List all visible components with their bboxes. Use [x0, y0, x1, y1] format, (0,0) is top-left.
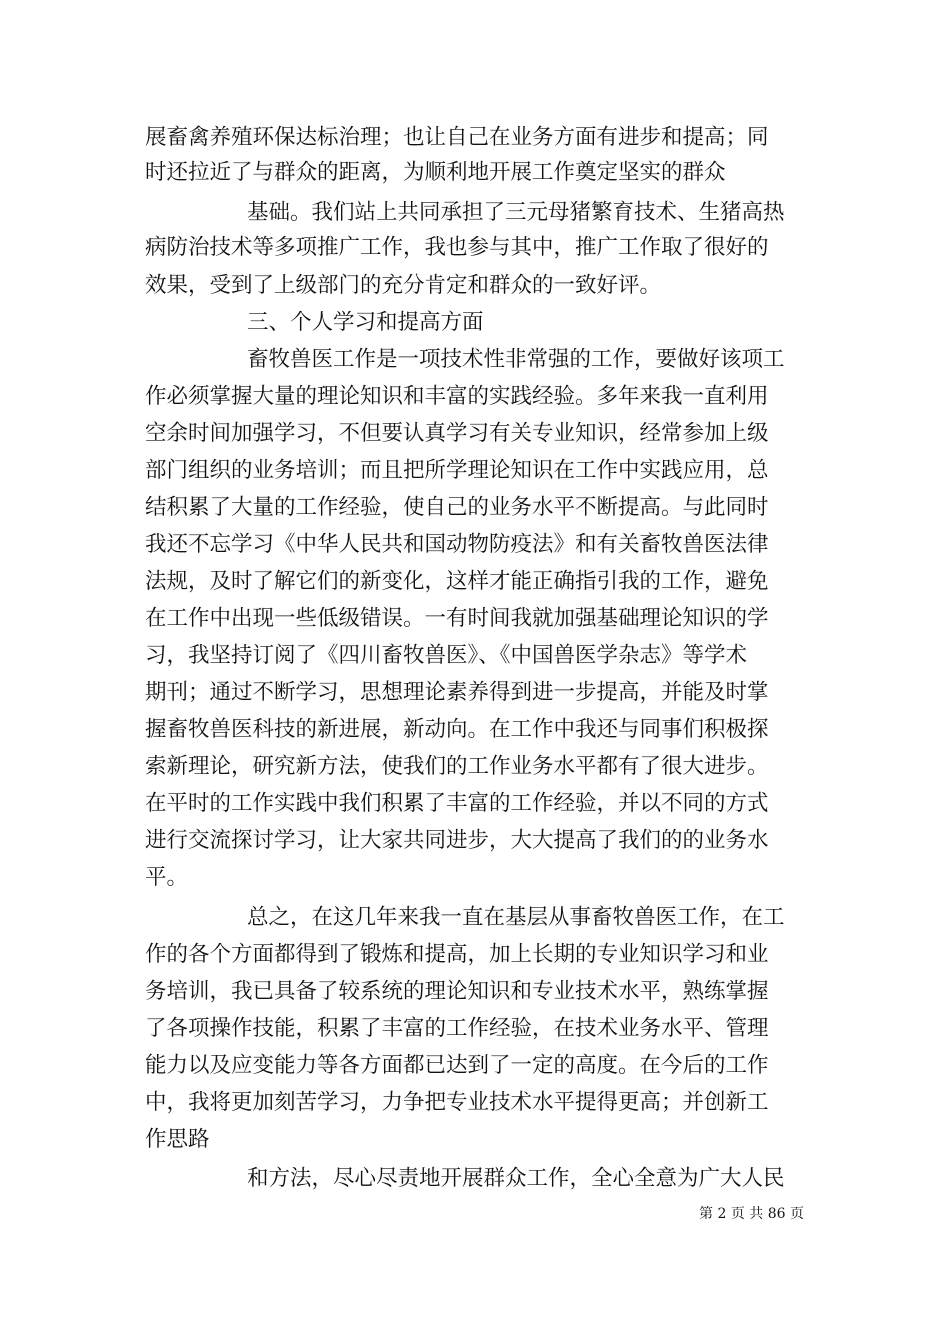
- text-line: 部门组织的业务培训；而且把所学理论知识在工作中实践应用，总: [145, 458, 769, 483]
- text-line: 时还拉近了与群众的距离，为顺利地开展工作奠定坚实的群众: [145, 160, 726, 185]
- text-line: 作的各个方面都得到了锻炼和提高，加上长期的专业知识学习和业: [145, 942, 769, 967]
- text-line: 作思路: [145, 1127, 210, 1152]
- text-line: 法规，及时了解它们的新变化，这样才能正确指引我的工作，避免: [145, 569, 769, 594]
- text-line: 结积累了大量的工作经验，使自己的业务水平不断提高。与此同时: [145, 495, 769, 520]
- text-line: 在平时的工作实践中我们积累了丰富的工作经验，并以不同的方式: [145, 791, 769, 816]
- section-heading: 三、个人学习和提高方面: [247, 310, 484, 335]
- text-line: 展畜禽养殖环保达标治理；也让自己在业务方面有进步和提高；同: [145, 125, 769, 150]
- text-line: 期刊；通过不断学习，思想理论素养得到进一步提高，并能及时掌: [145, 680, 769, 705]
- text-line: 握畜牧兽医科技的新进展，新动向。在工作中我还与同事们积极探: [145, 717, 769, 742]
- text-line: 我还不忘学习《中华人民共和国动物防疫法》和有关畜牧兽医法律: [145, 532, 769, 557]
- text-line: 能力以及应变能力等各方面都已达到了一定的高度。在今后的工作: [145, 1053, 769, 1078]
- text-line: 中，我将更加刻苦学习，力争把专业技术水平提得更高；并创新工: [145, 1090, 769, 1115]
- text-line: 了各项操作技能，积累了丰富的工作经验，在技术业务水平、管理: [145, 1016, 769, 1041]
- text-line: 习，我坚持订阅了《四川畜牧兽医》、《中国兽医学杂志》等学术: [145, 643, 748, 668]
- text-line: 务培训，我已具备了较系统的理论知识和专业技术水平，熟练掌握: [145, 979, 769, 1004]
- text-line: 和方法，尽心尽责地开展群众工作，全心全意为广大人民: [247, 1166, 785, 1191]
- page-number: 第 2 页 共 86 页: [699, 1206, 804, 1222]
- text-line: 索新理论，研究新方法，使我们的工作业务水平都有了很大进步。: [145, 754, 769, 779]
- text-line: 基础。我们站上共同承担了三元母猪繁育技术、生猪高热: [247, 200, 785, 225]
- text-line: 畜牧兽医工作是一项技术性非常强的工作，要做好该项工: [247, 347, 785, 372]
- text-line: 进行交流探讨学习，让大家共同进步，大大提高了我们的的业务水: [145, 828, 769, 853]
- text-line: 空余时间加强学习，不但要认真学习有关专业知识，经常参加上级: [145, 421, 769, 446]
- text-line: 病防治技术等多项推广工作，我也参与其中，推广工作取了很好的: [145, 235, 769, 260]
- text-line: 平。: [145, 865, 189, 890]
- text-line: 总之，在这几年来我一直在基层从事畜牧兽医工作，在工: [247, 905, 785, 930]
- text-line: 在工作中出现一些低级错误。一有时间我就加强基础理论知识的学: [145, 606, 769, 631]
- text-line: 作必须掌握大量的理论知识和丰富的实践经验。多年来我一直利用: [145, 384, 769, 409]
- text-line: 效果，受到了上级部门的充分肯定和群众的一致好评。: [145, 273, 662, 298]
